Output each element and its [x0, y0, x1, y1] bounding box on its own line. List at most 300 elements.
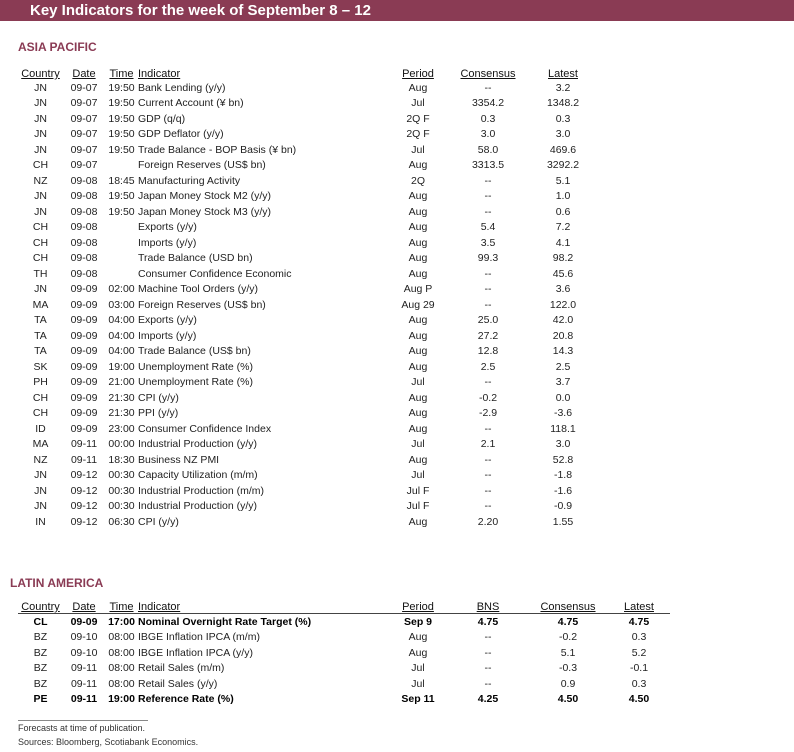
cell-consensus: -- [484, 500, 492, 513]
cell-period: Jul F [406, 484, 430, 497]
cell-period: 2Q [410, 174, 425, 187]
page-banner [0, 0, 794, 21]
cell-country: CH [32, 407, 49, 420]
cell-indicator: Imports (y/y) [138, 236, 197, 249]
cell-time: 19:50 [108, 205, 135, 218]
cell-period: Jul [411, 143, 425, 156]
cell-consensus: -0.2 [558, 631, 578, 644]
asia-pacific-section-title: ASIA PACIFIC [18, 40, 97, 54]
cell-country: JN [34, 469, 47, 482]
cell-consensus: -- [484, 484, 492, 497]
col-header-latest: Latest [624, 601, 654, 613]
cell-latest: 3.0 [555, 128, 571, 141]
cell-date: 09-09 [70, 314, 98, 327]
cell-latest: 0.3 [631, 677, 647, 690]
cell-bns: -- [484, 646, 492, 659]
cell-date: 09-09 [70, 298, 98, 311]
cell-period: Sep 9 [388, 614, 448, 630]
cell-indicator: Business NZ PMI [138, 453, 220, 466]
cell-consensus: 3.0 [480, 128, 496, 141]
cell-consensus: -- [484, 267, 492, 280]
cell-time: 18:30 [108, 453, 135, 466]
cell-date: 09-09 [70, 422, 98, 435]
table-row [18, 266, 598, 282]
cell-date: 09-10 [70, 631, 98, 644]
cell-indicator: Capacity Utilization (m/m) [138, 469, 258, 482]
cell-time [105, 235, 138, 251]
cell-country: CH [32, 252, 49, 265]
col-header-country: Country [21, 601, 60, 613]
table-row [18, 220, 598, 236]
cell-time: 00:00 [108, 438, 135, 451]
cell-indicator: Manufacturing Activity [138, 174, 241, 187]
cell-latest: -1.6 [553, 484, 573, 497]
cell-country: JN [34, 97, 47, 110]
cell-country: MA [32, 298, 49, 311]
table-row [18, 437, 598, 453]
cell-date: 09-08 [70, 252, 98, 265]
cell-time: 19:00 [108, 360, 135, 373]
cell-date: 09-12 [70, 484, 98, 497]
cell-bns: 4.25 [477, 693, 499, 706]
cell-time: 06:30 [108, 515, 135, 528]
cell-indicator: Japan Money Stock M2 (y/y) [138, 190, 272, 203]
cell-period: 2Q F [406, 128, 430, 141]
cell-date: 09-09 [70, 360, 98, 373]
cell-period: Aug [408, 407, 428, 420]
table-row [18, 158, 598, 174]
cell-consensus: 3.5 [480, 236, 496, 249]
table-row [18, 514, 598, 530]
cell-country: IN [35, 515, 46, 528]
cell-indicator: Trade Balance (US$ bn) [138, 345, 251, 358]
cell-date: 09-11 [70, 662, 98, 675]
cell-latest: 7.2 [555, 221, 571, 234]
col-header-bns: BNS [476, 601, 500, 613]
table-row [18, 692, 670, 708]
cell-country: BZ [33, 646, 48, 659]
cell-indicator: CPI (y/y) [138, 515, 179, 528]
cell-consensus: -- [484, 376, 492, 389]
table-row [18, 142, 598, 158]
cell-consensus: 12.8 [477, 345, 499, 358]
cell-country: TA [34, 314, 47, 327]
cell-consensus: 4.50 [557, 693, 579, 706]
cell-time: 04:00 [108, 329, 135, 342]
cell-period: Aug [408, 267, 428, 280]
cell-period: Aug [408, 205, 428, 218]
cell-bns: -- [484, 662, 492, 675]
cell-consensus: -- [484, 453, 492, 466]
latin-america-table [18, 599, 670, 707]
cell-latest: 4.50 [628, 693, 650, 706]
cell-time [105, 251, 138, 267]
table-row [18, 676, 670, 692]
cell-country: ID [35, 422, 46, 435]
col-header-time: Time [109, 601, 134, 613]
cell-consensus: -- [484, 469, 492, 482]
table-row [18, 499, 598, 515]
cell-latest: 2.5 [555, 360, 571, 373]
cell-indicator: Trade Balance (USD bn) [138, 252, 253, 265]
table-row [18, 645, 670, 661]
cell-country: BZ [33, 662, 48, 675]
table-row [18, 375, 598, 391]
cell-latest: 5.2 [631, 646, 647, 659]
table-row [18, 328, 598, 344]
cell-period: Aug [408, 422, 428, 435]
table-row [18, 614, 670, 630]
cell-period: Jul [411, 662, 425, 675]
table-row [18, 406, 598, 422]
cell-period: Aug [408, 345, 428, 358]
cell-indicator: Reference Rate (%) [138, 693, 234, 706]
cell-consensus: 0.9 [560, 677, 576, 690]
col-header-period: Period [402, 68, 434, 80]
cell-indicator: PPI (y/y) [138, 407, 179, 420]
asia-header-row [18, 66, 598, 80]
cell-latest: 0.3 [631, 631, 647, 644]
cell-consensus: -0.2 [478, 391, 498, 404]
col-header-period: Period [402, 601, 434, 613]
asia-pacific-table [18, 66, 598, 530]
cell-country: JN [34, 484, 47, 497]
cell-latest: 14.3 [552, 345, 574, 358]
cell-bns: -- [484, 631, 492, 644]
cell-country: PE [33, 693, 48, 706]
cell-country: JN [34, 190, 47, 203]
cell-consensus: 2.5 [480, 360, 496, 373]
cell-time: 19:50 [108, 97, 135, 110]
cell-consensus: -- [484, 205, 492, 218]
cell-indicator: Consumer Confidence Index [138, 422, 272, 435]
cell-time: 21:30 [108, 407, 135, 420]
cell-consensus: 25.0 [477, 314, 499, 327]
cell-period: Aug [408, 453, 428, 466]
cell-latest: 3292.2 [546, 159, 580, 172]
col-header-latest: Latest [548, 68, 578, 80]
table-row [18, 282, 598, 298]
table-row [18, 313, 598, 329]
cell-indicator: Nominal Overnight Rate Target (%) [138, 614, 388, 630]
cell-indicator: Imports (y/y) [138, 329, 197, 342]
cell-period: Jul [411, 438, 425, 451]
cell-date: 09-11 [70, 453, 98, 466]
cell-period: Jul [411, 376, 425, 389]
cell-latest: 42.0 [552, 314, 574, 327]
cell-period: Aug [408, 360, 428, 373]
cell-latest: 469.6 [549, 143, 577, 156]
cell-country: CL [18, 614, 63, 630]
cell-period: Aug 29 [401, 298, 435, 311]
cell-date: 09-08 [70, 205, 98, 218]
cell-latest: 118.1 [550, 422, 576, 435]
cell-indicator: Current Account (¥ bn) [138, 97, 244, 110]
cell-consensus: 58.0 [477, 143, 499, 156]
cell-consensus: -0.3 [558, 662, 578, 675]
cell-date: 09-07 [70, 97, 98, 110]
cell-time: 19:50 [108, 112, 135, 125]
cell-consensus: 99.3 [477, 252, 499, 265]
col-header-time: Time [109, 68, 134, 80]
cell-indicator: IBGE Inflation IPCA (y/y) [138, 646, 253, 659]
col-header-country: Country [21, 68, 60, 80]
cell-date: 09-09 [70, 329, 98, 342]
cell-time: 17:00 [105, 614, 138, 630]
cell-country: NZ [33, 453, 48, 466]
cell-date: 09-07 [70, 81, 98, 94]
table-row [18, 297, 598, 313]
cell-latest: 98.2 [552, 252, 574, 265]
cell-country: BZ [33, 677, 48, 690]
cell-latest: 3.0 [555, 438, 571, 451]
cell-latest: 20.8 [552, 329, 574, 342]
cell-consensus: 3354.2 [471, 97, 505, 110]
cell-date: 09-07 [70, 143, 98, 156]
cell-period: Aug [408, 631, 428, 644]
cell-indicator: Bank Lending (y/y) [138, 81, 226, 94]
cell-latest: -0.1 [629, 662, 649, 675]
cell-latest: 0.0 [555, 391, 571, 404]
cell-date: 09-11 [70, 693, 98, 706]
cell-consensus: -2.9 [478, 407, 498, 420]
cell-indicator: Exports (y/y) [138, 221, 197, 234]
cell-date: 09-07 [70, 128, 98, 141]
cell-latest: 122.0 [549, 298, 577, 311]
cell-time: 04:00 [108, 345, 135, 358]
cell-country: JN [34, 143, 47, 156]
cell-date: 09-09 [70, 283, 98, 296]
cell-time: 18:45 [108, 174, 135, 187]
cell-time: 08:00 [108, 662, 135, 675]
cell-time: 19:50 [108, 143, 135, 156]
cell-time: 08:00 [108, 646, 135, 659]
cell-latest: 1348.2 [546, 97, 580, 110]
cell-period: Jul F [406, 500, 430, 513]
cell-time [105, 158, 138, 174]
cell-time: 04:00 [108, 314, 135, 327]
footnote-rule [18, 720, 148, 721]
cell-country: JN [34, 283, 47, 296]
cell-latest: 0.3 [555, 112, 571, 125]
cell-time [105, 220, 138, 236]
cell-country: JN [34, 81, 47, 94]
cell-country: PH [33, 376, 48, 389]
cell-date: 09-09 [70, 407, 98, 420]
cell-consensus: 0.3 [480, 112, 496, 125]
cell-time: 21:00 [108, 376, 135, 389]
cell-consensus: -- [484, 422, 492, 435]
cell-period: Aug [408, 515, 428, 528]
table-row [18, 235, 598, 251]
cell-date: 09-08 [70, 221, 98, 234]
cell-consensus: 3313.5 [471, 159, 505, 172]
table-row [18, 421, 598, 437]
table-row [18, 359, 598, 375]
cell-consensus: 27.2 [477, 329, 499, 342]
cell-time: 19:50 [108, 128, 135, 141]
cell-consensus: 2.1 [480, 438, 496, 451]
table-row [18, 173, 598, 189]
cell-period: Aug [408, 314, 428, 327]
cell-indicator: Foreign Reserves (US$ bn) [138, 298, 266, 311]
cell-time: 00:30 [108, 500, 135, 513]
table-row [18, 344, 598, 360]
cell-indicator: Industrial Production (y/y) [138, 438, 258, 451]
cell-date: 09-10 [70, 646, 98, 659]
table-row [18, 390, 598, 406]
cell-latest: 3.6 [555, 283, 571, 296]
table-row [18, 468, 598, 484]
cell-latest: -3.6 [553, 407, 573, 420]
cell-indicator: Exports (y/y) [138, 314, 197, 327]
cell-indicator: Unemployment Rate (%) [138, 376, 253, 389]
cell-indicator: GDP Deflator (y/y) [138, 128, 224, 141]
cell-time: 08:00 [108, 677, 135, 690]
cell-latest: 0.6 [555, 205, 571, 218]
cell-country: TA [34, 329, 47, 342]
cell-latest: -0.9 [553, 500, 573, 513]
cell-country: CH [32, 236, 49, 249]
cell-date: 09-07 [70, 159, 98, 172]
cell-time: 00:30 [108, 469, 135, 482]
cell-consensus: 5.4 [480, 221, 496, 234]
cell-period: Aug [408, 81, 428, 94]
cell-time: 23:00 [108, 422, 135, 435]
cell-indicator: CPI (y/y) [138, 391, 179, 404]
cell-period: Sep 11 [401, 693, 435, 706]
cell-latest: 45.6 [552, 267, 574, 280]
cell-indicator: Industrial Production (y/y) [138, 500, 258, 513]
cell-consensus: 4.75 [528, 614, 608, 630]
cell-period: Jul [411, 677, 425, 690]
cell-date: 09-09 [63, 614, 105, 630]
cell-indicator: Retail Sales (m/m) [138, 662, 225, 675]
table-row [18, 452, 598, 468]
cell-consensus: 5.1 [560, 646, 576, 659]
cell-indicator: Industrial Production (m/m) [138, 484, 265, 497]
cell-indicator: Japan Money Stock M3 (y/y) [138, 205, 272, 218]
cell-consensus: -- [484, 283, 492, 296]
cell-period: Aug [408, 159, 428, 172]
table-row [18, 127, 598, 143]
cell-country: NZ [33, 174, 48, 187]
cell-consensus: -- [484, 81, 492, 94]
latin-america-section-title: LATIN AMERICA [10, 576, 104, 590]
table-row [18, 630, 670, 646]
cell-bns: 4.75 [448, 614, 528, 630]
footnote-forecasts: Forecasts at time of publication. [18, 723, 146, 733]
cell-country: CH [32, 221, 49, 234]
cell-period: Aug [408, 329, 428, 342]
cell-latest: 4.75 [608, 614, 670, 630]
cell-indicator: Consumer Confidence Economic [138, 267, 292, 280]
cell-date: 09-07 [70, 112, 98, 125]
col-header-indicator: Indicator [138, 601, 181, 613]
col-header-consensus: Consensus [460, 68, 516, 80]
cell-period: Aug P [403, 283, 433, 296]
cell-date: 09-11 [70, 438, 98, 451]
page-title: Key Indicators for the week of September 8 – 12 [30, 2, 371, 19]
cell-indicator: Unemployment Rate (%) [138, 360, 253, 373]
cell-date: 09-08 [70, 267, 98, 280]
table-row [18, 251, 598, 267]
cell-country: TH [33, 267, 48, 280]
cell-date: 09-09 [70, 376, 98, 389]
cell-time: 19:50 [108, 81, 135, 94]
cell-period: Aug [408, 190, 428, 203]
cell-date: 09-08 [70, 190, 98, 203]
cell-latest: 52.8 [552, 453, 574, 466]
cell-date: 09-08 [70, 236, 98, 249]
cell-date: 09-12 [70, 515, 98, 528]
cell-time [105, 266, 138, 282]
cell-consensus: 2.20 [477, 515, 499, 528]
table-row [18, 204, 598, 220]
table-row [18, 80, 598, 96]
cell-date: 09-09 [70, 391, 98, 404]
cell-time: 19:50 [108, 190, 135, 203]
cell-indicator: Retail Sales (y/y) [138, 677, 218, 690]
cell-consensus: -- [484, 298, 492, 311]
cell-country: BZ [33, 631, 48, 644]
col-header-date: Date [72, 601, 96, 613]
cell-latest: 4.1 [555, 236, 571, 249]
cell-consensus: -- [484, 174, 492, 187]
cell-time: 19:00 [108, 693, 135, 706]
cell-date: 09-09 [70, 345, 98, 358]
cell-indicator: Trade Balance - BOP Basis (¥ bn) [138, 143, 297, 156]
cell-time: 08:00 [108, 631, 135, 644]
cell-country: JN [34, 128, 47, 141]
cell-indicator: GDP (q/q) [138, 112, 186, 125]
cell-period: Aug [408, 252, 428, 265]
cell-period: Aug [408, 221, 428, 234]
cell-period: Aug [408, 236, 428, 249]
cell-date: 09-11 [70, 677, 98, 690]
cell-period: Aug [408, 391, 428, 404]
col-header-indicator: Indicator [138, 68, 181, 80]
cell-latest: 1.55 [552, 515, 574, 528]
table-row [18, 661, 670, 677]
cell-date: 09-12 [70, 469, 98, 482]
cell-period: Jul [411, 469, 425, 482]
cell-latest: 3.7 [555, 376, 571, 389]
cell-country: JN [34, 205, 47, 218]
cell-period: Aug [408, 646, 428, 659]
cell-indicator: Foreign Reserves (US$ bn) [138, 159, 266, 172]
cell-time: 03:00 [108, 298, 135, 311]
cell-latest: -1.8 [553, 469, 573, 482]
cell-date: 09-08 [70, 174, 98, 187]
table-row [18, 189, 598, 205]
cell-time: 02:00 [108, 283, 135, 296]
cell-date: 09-12 [70, 500, 98, 513]
cell-period: 2Q F [406, 112, 430, 125]
table-row [18, 111, 598, 127]
col-header-date: Date [72, 68, 96, 80]
cell-country: CH [32, 391, 49, 404]
cell-latest: 3.2 [555, 81, 571, 94]
cell-latest: 1.0 [555, 190, 571, 203]
cell-period: Jul [411, 97, 425, 110]
cell-indicator: IBGE Inflation IPCA (m/m) [138, 631, 260, 644]
table-row [18, 483, 598, 499]
cell-latest: 5.1 [555, 174, 571, 187]
cell-consensus: -- [484, 190, 492, 203]
latam-header-row [18, 599, 670, 614]
cell-country: MA [32, 438, 49, 451]
